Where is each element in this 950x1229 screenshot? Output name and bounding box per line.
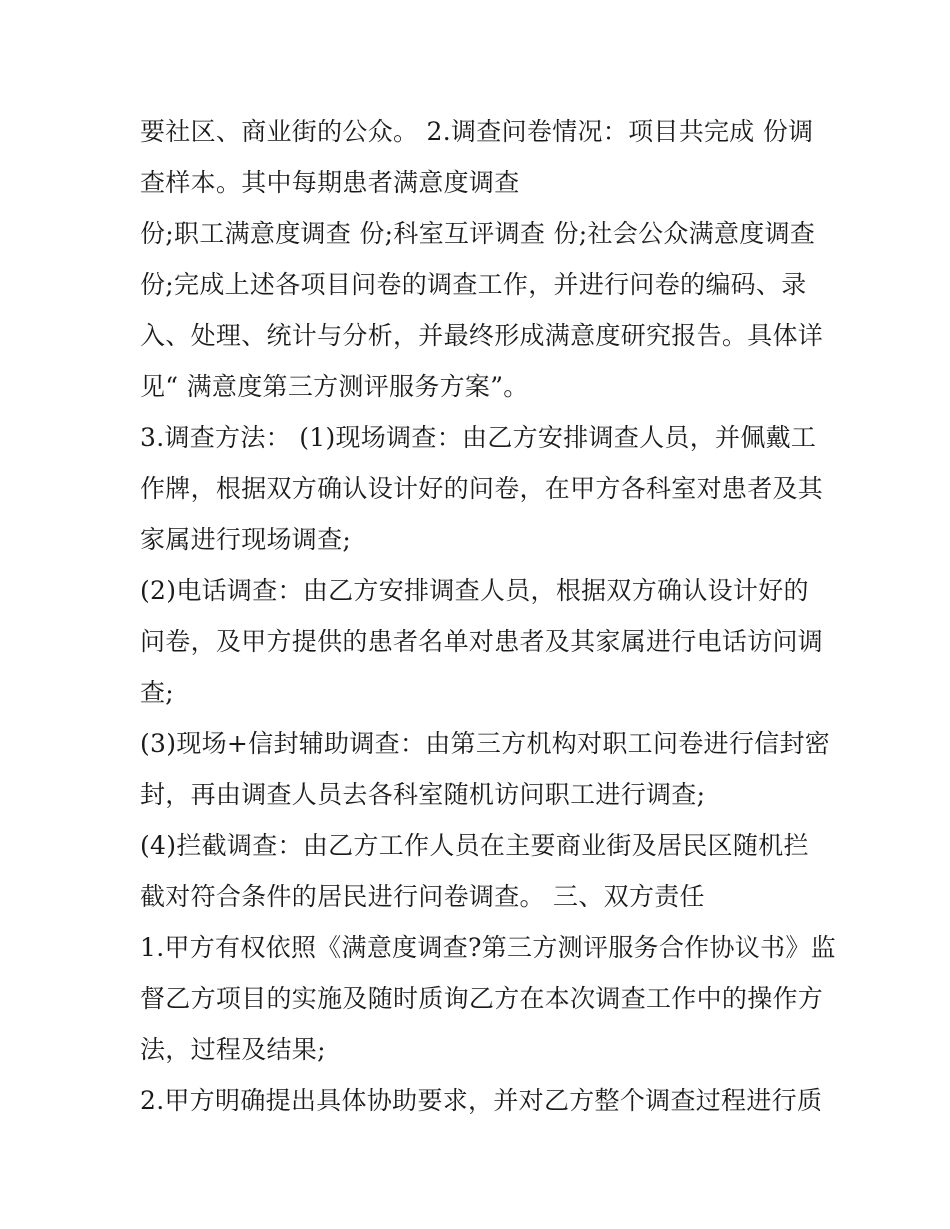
text-line: 作牌，根据双方确认设计好的问卷，在甲方各科室对患者及其	[140, 474, 824, 503]
text-line: 要社区、商业街的公众。 2.调查问卷情况：项目共完成 份调	[140, 117, 814, 146]
text-line: 1.甲方有权依照《满意度调查?第三方测评服务合作协议书》监	[140, 933, 836, 962]
text-line: 份;职工满意度调查 份;科室互评调查 份;社会公众满意度调查	[140, 219, 816, 248]
text-line: 问卷，及甲方提供的患者名单对患者及其家属进行电话访问调	[140, 627, 824, 656]
text-line: (3)现场+信封辅助调查：由第三方机构对职工问卷进行信封密	[140, 729, 831, 758]
text-line: 份;完成上述各项目问卷的调查工作，并进行问卷的编码、录	[140, 270, 807, 299]
text-line: 3.调查方法： (1)现场调查：由乙方安排调查人员，并佩戴工	[140, 423, 817, 452]
text-line: 见“ 满意度第三方测评服务方案”。	[140, 372, 529, 401]
text-line: 2.甲方明确提出具体协助要求，并对乙方整个调查过程进行质	[140, 1086, 823, 1115]
text-line: 封，再由调查人员去各科室随机访问职工进行调查;	[140, 780, 706, 809]
text-line: 查样本。其中每期患者满意度调查	[140, 168, 520, 197]
text-line: (2)电话调查：由乙方安排调查人员，根据双方确认设计好的	[140, 576, 809, 605]
document-body	[140, 106, 836, 1126]
text-line: 督乙方项目的实施及随时质询乙方在本次调查工作中的操作方	[140, 984, 824, 1013]
text-line: 查;	[140, 678, 175, 707]
text-line: (4)拦截调查：由乙方工作人员在主要商业街及居民区随机拦	[140, 831, 809, 860]
text-line: 入、处理、统计与分析，并最终形成满意度研究报告。具体详	[140, 321, 824, 350]
text-line: 截对符合条件的居民进行问卷调查。 三、双方责任	[140, 882, 705, 911]
text-line: 家属进行现场调查;	[140, 525, 352, 554]
text-line: 法，过程及结果;	[140, 1035, 326, 1064]
